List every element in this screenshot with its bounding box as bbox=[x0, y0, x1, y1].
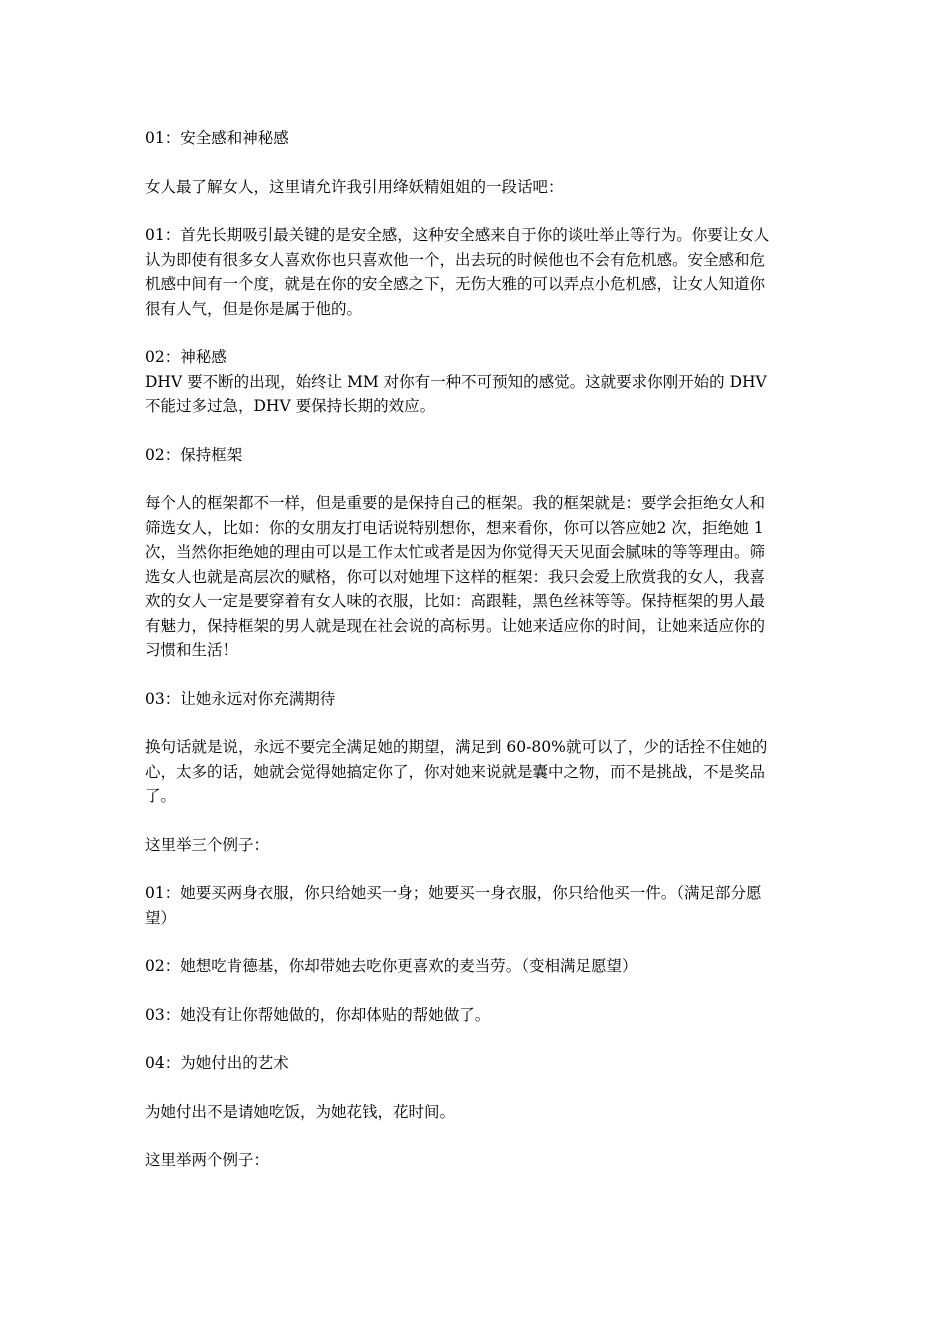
text-line: 欢的女人一定是要穿着有女人味的衣服，比如：高跟鞋，黑色丝袜等等。保持框架的男人最 bbox=[145, 592, 766, 610]
text-line: 了。 bbox=[145, 787, 177, 805]
text-line: 01：安全感和神秘感 bbox=[145, 129, 289, 147]
text-line: 有魅力，保持框架的男人就是现在社会说的高标男。让她来适应你的时间，让她来适应你的 bbox=[145, 616, 766, 635]
text-line: 04：为她付出的艺术 bbox=[145, 1054, 289, 1072]
paragraph bbox=[145, 1148, 825, 1173]
text-line: 心，太多的话，她就会觉得她搞定你了，你对她来说就是囊中之物，而不是挑战，不是奖品 bbox=[145, 762, 766, 781]
paragraph bbox=[145, 1100, 825, 1125]
text-line: 为她付出不是请她吃饭，为她花钱，花时间。 bbox=[145, 1102, 456, 1121]
text-line: 02：保持框架 bbox=[145, 445, 243, 464]
text-line: 不能过多过急，DHV 要保持长期的效应。 bbox=[145, 397, 436, 415]
text-line: 01：她要买两身衣服，你只给她买一身；她要买一身衣服，你只给他买一件。（满足部分愿 bbox=[145, 884, 762, 902]
text-line: 02：神秘感 bbox=[145, 348, 227, 366]
text-line: 女人最了解女人，这里请允许我引用绛妖精姐姐的一段话吧： bbox=[145, 177, 564, 196]
paragraph bbox=[145, 491, 825, 663]
paragraph bbox=[145, 126, 825, 151]
text-line: 这里举三个例子： bbox=[145, 835, 270, 854]
text-line: 习惯和生活！ bbox=[145, 641, 239, 659]
paragraph bbox=[145, 345, 825, 370]
text-line: 认为即使有很多女人喜欢你也只喜欢他一个，出去玩的时候他也不会有危机感。安全感和危 bbox=[145, 250, 766, 269]
text-line: 望） bbox=[145, 908, 177, 927]
text-line: 选女人也就是高层次的赋格，你可以对她埋下这样的框架：我只会爱上欣赏我的女人，我喜 bbox=[145, 567, 766, 586]
paragraph bbox=[145, 370, 825, 419]
paragraph bbox=[145, 833, 825, 858]
paragraph bbox=[145, 735, 825, 809]
paragraph bbox=[145, 1003, 825, 1028]
text-line: 次，当然你拒绝她的理由可以是工作太忙或者是因为你觉得天天见面会腻味的等等理由。筛 bbox=[145, 543, 766, 561]
paragraph bbox=[145, 954, 825, 979]
paragraph bbox=[145, 687, 825, 712]
document-page bbox=[145, 126, 825, 1197]
text-line: 每个人的框架都不一样，但是重要的是保持自己的框架。我的框架就是：要学会拒绝女人和 bbox=[145, 494, 766, 512]
paragraph bbox=[145, 223, 825, 321]
paragraph bbox=[145, 175, 825, 200]
text-line: DHV 要不断的出现，始终让 MM 对你有一种不可预知的感觉。这就要求你刚开始的 DHV bbox=[145, 372, 767, 391]
text-line: 很有人气，但是你是属于他的。 bbox=[145, 299, 363, 318]
text-line: 这里举两个例子： bbox=[145, 1151, 270, 1169]
text-line: 03：她没有让你帮她做的，你却体贴的帮她做了。 bbox=[145, 1005, 491, 1024]
paragraph bbox=[145, 443, 825, 468]
text-line: 01：首先长期吸引最关键的是安全感，这种安全感来自于你的谈吐举止等行为。你要让女人 bbox=[145, 226, 770, 244]
text-line: 03：让她永远对你充满期待 bbox=[145, 689, 336, 708]
paragraph bbox=[145, 1051, 825, 1076]
paragraph bbox=[145, 881, 825, 930]
text-line: 02：她想吃肯德基，你却带她去吃你更喜欢的麦当劳。（变相满足愿望） bbox=[145, 957, 638, 975]
text-line: 机感中间有一个度，就是在你的安全感之下，无伤大雅的可以弄点小危机感，让女人知道你 bbox=[145, 275, 766, 293]
text-line: 换句话就是说，永远不要完全满足她的期望，满足到 60-80%就可以了，少的话拴不住她的 bbox=[145, 738, 768, 756]
text-line: 筛选女人，比如：你的女朋友打电话说特别想你，想来看你，你可以答应她2 次，拒绝她 1 bbox=[145, 518, 764, 537]
